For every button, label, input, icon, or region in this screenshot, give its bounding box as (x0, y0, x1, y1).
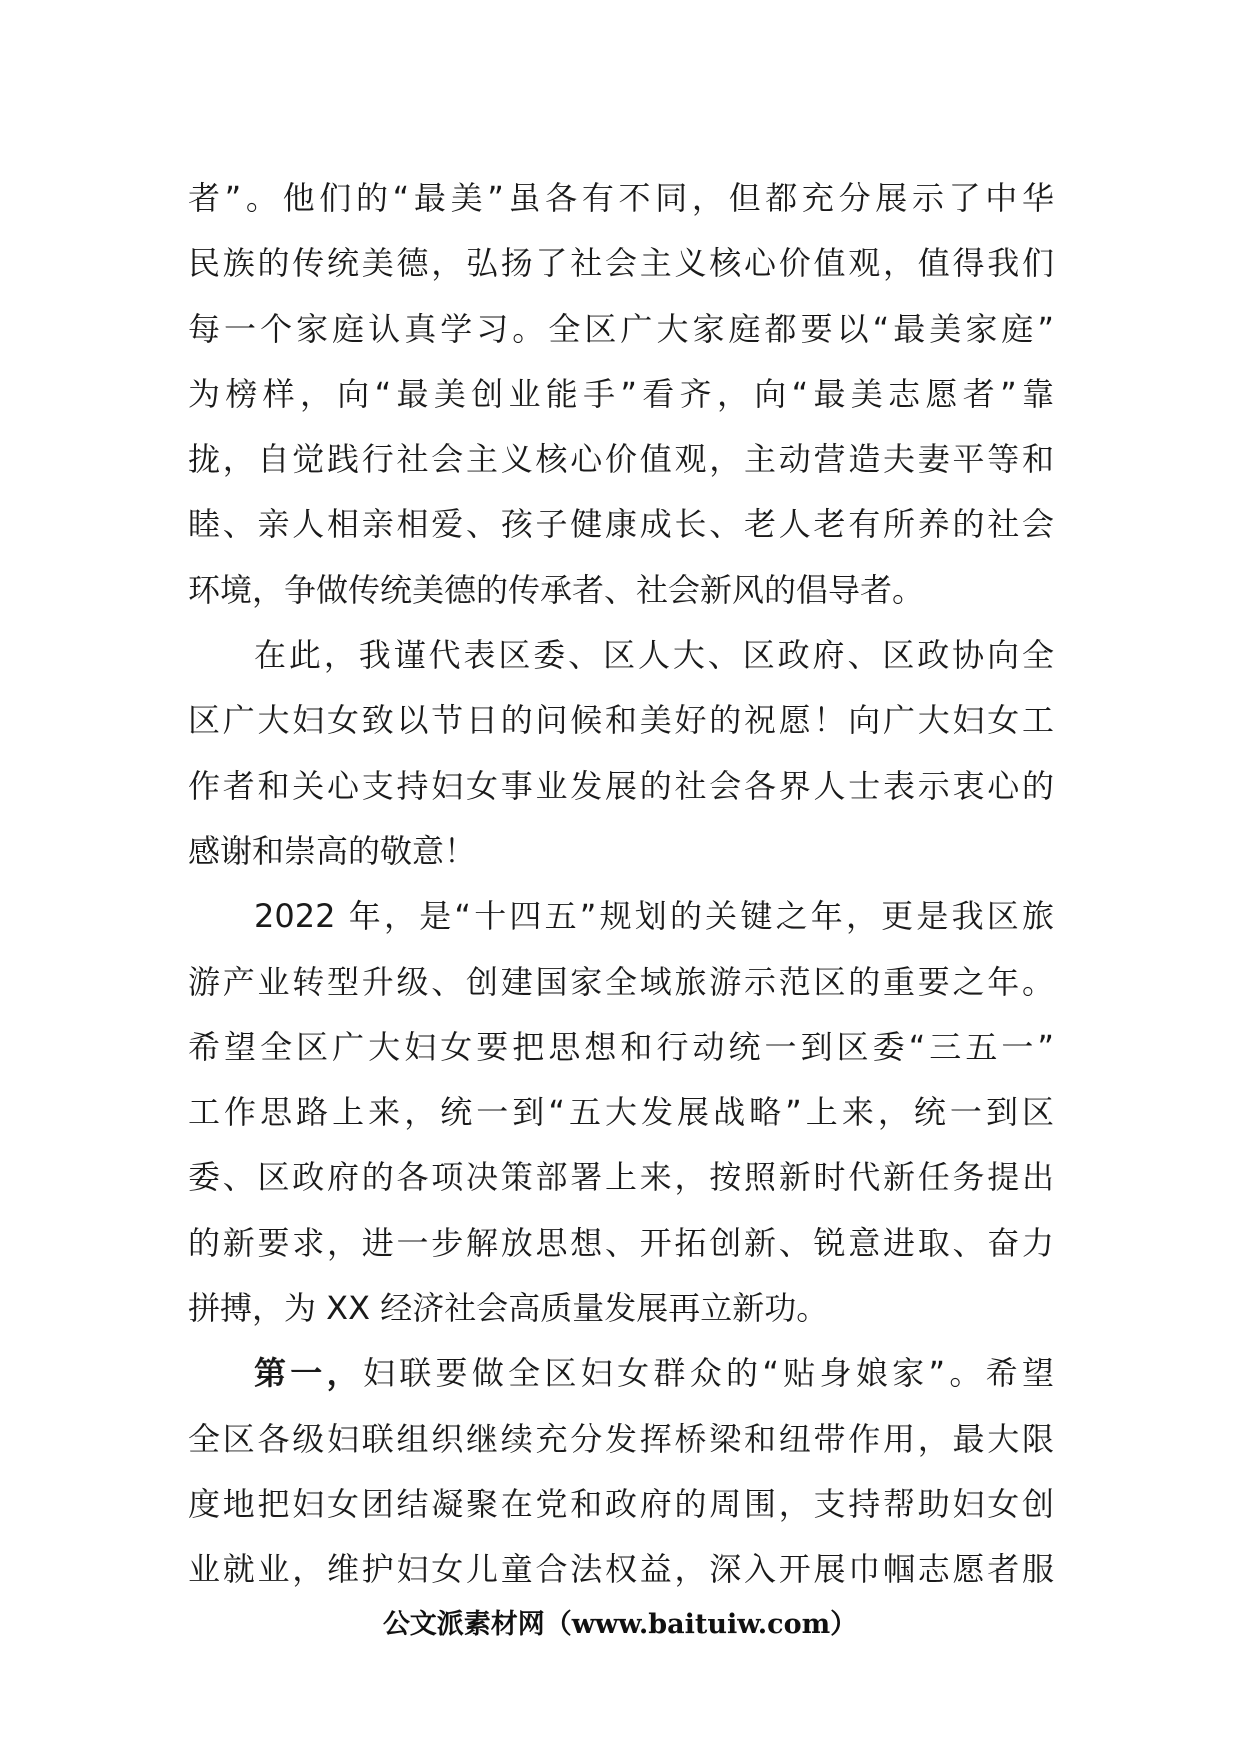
text-line: 区广大妇女致以节日的问候和美好的祝愿！向广大妇女工 (188, 701, 1054, 740)
text-line-content: 妇联要做全区妇女群众的“贴身娘家”。希望 (362, 1354, 1054, 1393)
text-line: 民族的传统美德，弘扬了社会主义核心价值观，值得我们 (188, 244, 1054, 283)
paragraph-1 (188, 166, 1054, 623)
text-line: 环境，争做传统美德的传承者、社会新风的倡导者。 (188, 570, 925, 609)
text-line (188, 1341, 1054, 1406)
text-line: 度地把妇女团结凝聚在党和政府的周围，支持帮助妇女创 (188, 1484, 1054, 1523)
text-line: 在此，我谨代表区委、区人大、区政府、区政协向全 (254, 636, 1054, 675)
text-line: 业就业，维护妇女儿童合法权益，深入开展巾帼志愿者服 (188, 1550, 1054, 1589)
text-line: 拼搏，为 XX 经济社会高质量发展再立新功。 (188, 1289, 829, 1328)
text-line: 委、区政府的各项决策部署上来，按照新时代新任务提出 (188, 1158, 1054, 1197)
paragraph-2 (188, 623, 1054, 884)
text-line: 感谢和崇高的敬意！ (188, 831, 477, 870)
text-line: 拢，自觉践行社会主义核心价值观，主动营造夫妻平等和 (188, 440, 1054, 479)
text-line: 每一个家庭认真学习。全区广大家庭都要以“最美家庭” (188, 309, 1054, 348)
paragraph-4 (188, 1341, 1054, 1602)
document-body (188, 166, 1054, 1603)
text-line: 游产业转型升级、创建国家全域旅游示范区的重要之年。 (188, 962, 1054, 1001)
page-footer-watermark: 公文派素材网（www.baituiw.com） (382, 1609, 858, 1640)
text-line: 睦、亲人相亲相爱、孩子健康成长、老人老有所养的社会 (188, 505, 1054, 544)
text-line: 者”。他们的“最美”虽各有不同，但都充分展示了中华 (188, 179, 1054, 217)
section-heading: 第一， (254, 1354, 363, 1393)
text-line: 的新要求，进一步解放思想、开拓创新、锐意进取、奋力 (188, 1223, 1054, 1262)
text-line: 2022 年，是“十四五”规划的关键之年，更是我区旅 (254, 897, 1054, 936)
text-line: 为榜样，向“最美创业能手”看齐，向“最美志愿者”靠 (188, 374, 1054, 413)
paragraph-3 (188, 884, 1054, 1341)
text-line: 工作思路上来，统一到“五大发展战略”上来，统一到区 (188, 1093, 1054, 1132)
text-line: 作者和关心支持妇女事业发展的社会各界人士表示衷心的 (188, 766, 1054, 805)
text-line: 全区各级妇联组织继续充分发挥桥梁和纽带作用，最大限 (188, 1419, 1054, 1458)
text-line: 希望全区广大妇女要把思想和行动统一到区委“三五一” (188, 1027, 1054, 1066)
